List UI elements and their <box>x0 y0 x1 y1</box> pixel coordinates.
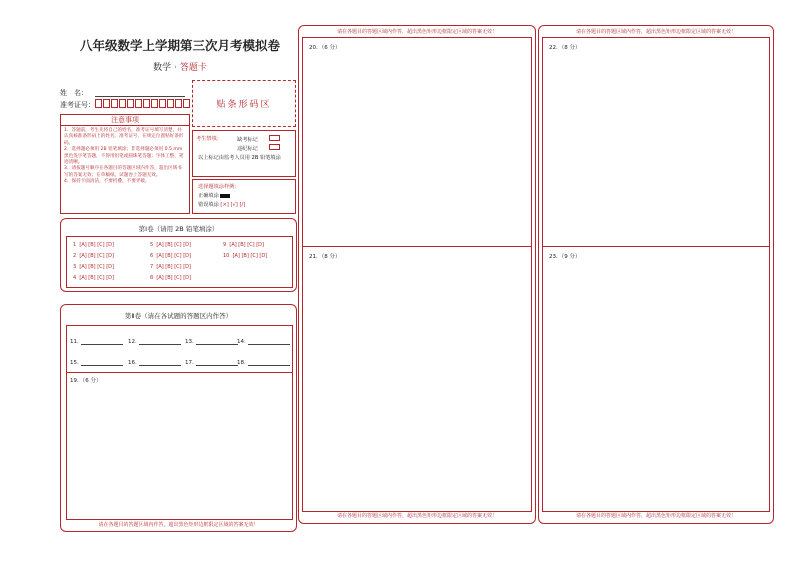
wrong-marks: [×] [√] [/] <box>220 202 246 208</box>
choice-q8[interactable]: 8 [A] [B] [C] [D] <box>150 275 191 281</box>
notice-title: 注意事项 <box>61 115 189 126</box>
digit-box[interactable] <box>103 99 110 108</box>
question-22-label: 22．（8 分） <box>549 45 581 51</box>
blank-13[interactable]: 13. <box>185 337 238 345</box>
divider <box>543 246 769 247</box>
choice-grid <box>66 236 293 288</box>
notice-item: 4．保持卡面清洁，不要折叠、不要弄破。 <box>64 179 150 185</box>
notice-item: 1．答题前，考生先将自己的姓名，准考证号填写清楚，并认真核准条形码上的姓名、准考证号，在规定位置贴好条形码。 <box>64 128 184 146</box>
violation-checkbox[interactable] <box>269 144 280 150</box>
exam-title: 八年级数学上学期第三次月考模拟卷 <box>79 38 280 53</box>
exam-number-boxes[interactable] <box>95 99 191 108</box>
subject-label: 数学 <box>153 63 172 73</box>
separator-dot: · <box>174 63 177 73</box>
section1-panel <box>60 218 297 292</box>
absent-label: 缺考标记 <box>237 137 258 143</box>
choice-q2[interactable]: 2 [A] [B] [C] [D] <box>73 253 114 259</box>
divider <box>303 246 531 247</box>
correct-label: 正确填涂 <box>198 193 219 199</box>
notice-item: 2．选择题必须用 2B 铅笔填涂；非选择题必须用 0.5 mm 黑色签字笔答题，不得用铅笔或圆珠笔答题；字体工整、笔迹清晰。 <box>64 147 184 166</box>
blank-12[interactable]: 12. <box>128 337 181 345</box>
absent-row <box>237 135 280 143</box>
wrong-row <box>198 201 245 208</box>
barcode-area <box>192 80 296 127</box>
violation-label: 违纪标记 <box>237 146 258 152</box>
divider <box>67 372 292 373</box>
subtitle <box>60 60 300 73</box>
exam-number-label: 准考证号： <box>60 101 95 109</box>
digit-box[interactable] <box>127 99 134 108</box>
middle-panel <box>298 25 536 524</box>
choice-q9[interactable]: 9 [A] [B] [C] [D] <box>223 242 264 248</box>
digit-box[interactable] <box>135 99 142 108</box>
wrong-label: 错误填涂 <box>198 202 219 208</box>
absent-checkbox[interactable] <box>269 135 280 141</box>
question-20-label: 20．（6 分） <box>309 45 341 51</box>
digit-box[interactable] <box>167 99 174 108</box>
digit-box[interactable] <box>159 99 166 108</box>
marks-note: 以上标记由监考人员用 2B 铅笔填涂 <box>198 155 281 161</box>
filled-mark-icon <box>220 194 230 198</box>
digit-box[interactable] <box>111 99 118 108</box>
digit-box[interactable] <box>95 99 102 108</box>
violation-row <box>237 144 280 152</box>
barcode-label: 贴条形码区 <box>216 100 272 110</box>
blank-15[interactable]: 15. <box>70 358 123 366</box>
digit-box[interactable] <box>175 99 182 108</box>
answer-area <box>66 325 293 520</box>
digit-box[interactable] <box>183 99 190 108</box>
marks-label: 考生禁填： <box>196 136 222 142</box>
digit-box[interactable] <box>143 99 150 108</box>
warning-bottom-middle: 请在各题目的答题区域内作答，超出黑色矩形边框限定区域的答案无效！ <box>336 513 497 519</box>
choice-q4[interactable]: 4 [A] [B] [C] [D] <box>73 275 114 281</box>
blank-18[interactable]: 18. <box>237 358 290 366</box>
middle-answer-area[interactable] <box>302 37 532 512</box>
notice-item: 3．请按题号顺序在各题目的答题区域内作答，超出区域书写的答案无效；在草稿纸、试题卷上答题无效。 <box>64 166 182 178</box>
digit-box[interactable] <box>119 99 126 108</box>
section2-title: 第Ⅱ卷（请在各试题的答题区内作答） <box>124 312 233 320</box>
blank-11[interactable]: 11. <box>70 337 123 345</box>
card-label: 答题卡 <box>179 63 207 73</box>
choice-q10[interactable]: 10 [A] [B] [C] [D] <box>223 253 268 259</box>
blank-17[interactable]: 17. <box>185 358 238 366</box>
notice-box <box>60 114 190 214</box>
section1-title: 第Ⅰ卷（请用 2B 铅笔填涂） <box>138 225 219 233</box>
blank-16[interactable]: 16. <box>128 358 181 366</box>
warning-bottom-right: 请在各题目的答题区域内作答，超出黑色矩形边框限定区域的答案无效！ <box>575 513 736 519</box>
fill-example-box <box>192 179 296 214</box>
exam-marks-box <box>192 130 296 177</box>
choice-q1[interactable]: 1 [A] [B] [C] [D] <box>73 242 114 248</box>
warning-top-middle: 请在各题目的答题区域内作答，超出黑色矩形边框限定区域的答案无效！ <box>336 29 497 35</box>
warning-left: 请在各题目的答题区域内作答，超出黑色矩形边框限定区域的答案无效！ <box>98 522 259 528</box>
digit-box[interactable] <box>151 99 158 108</box>
section2-panel <box>60 304 297 532</box>
name-label: 姓 名： <box>60 89 88 97</box>
blank-14[interactable]: 14. <box>237 337 290 345</box>
question-19-label: 19．（6 分） <box>70 378 102 384</box>
right-answer-area[interactable] <box>542 37 770 512</box>
warning-top-right: 请在各题目的答题区域内作答，超出黑色矩形边框限定区域的答案无效！ <box>575 29 736 35</box>
correct-row <box>198 192 230 199</box>
fill-example-title: 选择题填涂样例： <box>198 184 240 190</box>
question-23-label: 23．（9 分） <box>549 254 581 260</box>
choice-q6[interactable]: 6 [A] [B] [C] [D] <box>150 253 191 259</box>
question-21-label: 21．（8 分） <box>309 254 341 260</box>
right-panel <box>538 25 774 524</box>
choice-q3[interactable]: 3 [A] [B] [C] [D] <box>73 264 114 270</box>
choice-q5[interactable]: 5 [A] [B] [C] [D] <box>150 242 191 248</box>
name-field[interactable] <box>95 88 185 97</box>
choice-q7[interactable]: 7 [A] [B] [C] [D] <box>150 264 191 270</box>
